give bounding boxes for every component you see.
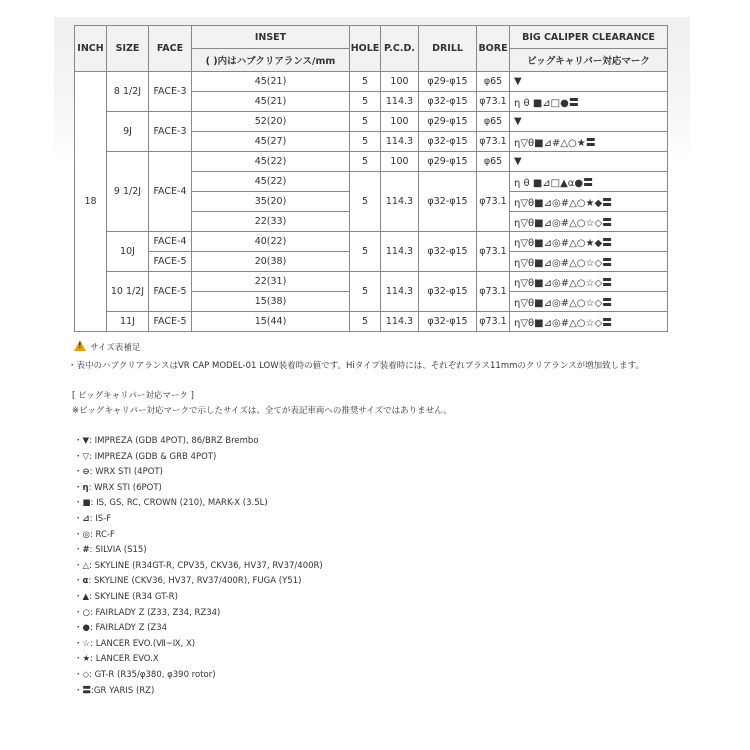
- legend-symbol: ●: [82, 623, 90, 634]
- wheel-size-table: [74, 25, 668, 332]
- cell-inset: 15(44): [192, 312, 350, 332]
- cell-bore: φ73.1: [477, 172, 510, 232]
- legend-text: SKYLINE (R34GT-R, CPV35, CKV36, HV37, RV37/400R): [94, 560, 323, 571]
- cell-inset: 22(33): [192, 212, 350, 232]
- header-caliper: BIG CALIPER CLEARANCE: [510, 26, 668, 49]
- legend-item: ・★: LANCER EVO.Ⅹ: [74, 654, 159, 665]
- size-supplement-heading: [74, 340, 140, 353]
- legend-item: ・#: SILVIA (S15): [74, 545, 147, 556]
- cell-pcd: 114.3: [381, 132, 419, 152]
- cell-hole: 5: [350, 152, 381, 172]
- header-hole: HOLE: [350, 26, 381, 72]
- cell-face: FACE-5: [149, 312, 192, 332]
- cell-bore: φ73.1: [477, 312, 510, 332]
- cell-caliper-marks: ▼: [510, 152, 668, 172]
- legend-text: IS, GS, RC, CROWN (210), MARK-X (3.5L): [96, 498, 268, 509]
- cell-face: FACE-3: [149, 112, 192, 152]
- legend-text: IMPREZA (GDB 4POT), 86/BRZ Brembo: [94, 436, 259, 446]
- warning-title: サイズ表補足: [90, 343, 141, 353]
- legend-item: ・⊿: IS-F: [74, 514, 112, 524]
- cell-caliper-marks: η▽θ■⊿#△○★〓: [510, 132, 668, 152]
- legend-text: GR YARIS (RZ): [93, 685, 155, 696]
- legend-text: LANCER EVO.Ⅹ: [95, 654, 159, 665]
- cell-inset: 45(21): [192, 72, 350, 92]
- cell-face: FACE-4: [149, 152, 192, 232]
- cell-caliper-marks: η▽θ■⊿◎#△○☆◇〓: [510, 252, 668, 272]
- cell-inset: 15(38): [192, 292, 350, 312]
- header-caliper-sub: ビッグキャリパー対応マーク: [510, 49, 668, 72]
- cell-drill: φ32-φ15: [419, 132, 477, 152]
- cell-drill: φ32-φ15: [419, 232, 477, 272]
- legend-item: ・▲: SKYLINE (R34 GT-R): [74, 592, 178, 602]
- legend-symbol: η: [82, 482, 89, 493]
- legend-text: WRX STI (4POT): [95, 467, 163, 478]
- header-drill: DRILL: [419, 26, 477, 72]
- header-face: FACE: [149, 26, 192, 72]
- cell-pcd: 114.3: [381, 312, 419, 332]
- cell-caliper-marks: η▽θ■⊿◎#△○☆◇〓: [510, 212, 668, 232]
- cell-pcd: 114.3: [381, 272, 419, 312]
- hub-clearance-note: ・表中のハブクリアランスはVR CAP MODEL-01 LOW装着時の値です。Hiタイプ装着時には、それぞれプラス11mmのクリアランスが増加致します。: [68, 361, 644, 371]
- cell-hole: 5: [350, 112, 381, 132]
- legend-text: FAIRLADY Z (Z33, Z34, RZ34): [95, 607, 221, 618]
- cell-pcd: 100: [381, 112, 419, 132]
- cell-drill: φ32-φ15: [419, 312, 477, 332]
- legend-item: ・α: SKYLINE (CKV36, HV37, RV37/400R), FUGA (Y51): [74, 576, 302, 587]
- table-row: [75, 112, 668, 132]
- legend-item: ・◎: RC-F: [74, 529, 115, 540]
- legend-symbol: ◎: [82, 529, 90, 540]
- legend-symbol: ★: [82, 654, 91, 665]
- cell-bore: φ65: [477, 112, 510, 132]
- caliper-mark-note: ※ビッグキャリパー対応マークで示したサイズは、全てが表記車両への推奨サイズではありません。: [72, 406, 452, 416]
- legend-item: ・▼: IMPREZA (GDB 4POT), 86/BRZ Brembo: [74, 436, 259, 446]
- cell-inset: 52(20): [192, 112, 350, 132]
- cell-size: 10J: [107, 232, 149, 272]
- legend-symbol: 〓: [82, 685, 92, 696]
- legend-item: ・η: WRX STI (6POT): [74, 482, 162, 493]
- legend-item: ・◇: GT-R (R35/φ380, φ390 rotor): [74, 670, 216, 680]
- cell-bore: φ65: [477, 152, 510, 172]
- legend-symbol: ○: [82, 607, 90, 618]
- cell-drill: φ32-φ15: [419, 272, 477, 312]
- legend-text: SKYLINE (R34 GT-R): [94, 592, 178, 602]
- legend-text: SILVIA (S15): [95, 545, 147, 556]
- cell-bore: φ73.1: [477, 272, 510, 312]
- cell-caliper-marks: ▼: [510, 112, 668, 132]
- cell-bore: φ73.1: [477, 92, 510, 112]
- cell-inset: 45(21): [192, 92, 350, 112]
- legend-item: ・●: FAIRLADY Z (Z34: [74, 623, 168, 634]
- cell-caliper-marks: η▽θ■⊿◎#△○★◆〓: [510, 192, 668, 212]
- cell-inset: 45(27): [192, 132, 350, 152]
- legend-item: ・〓:GR YARIS (RZ): [74, 685, 155, 696]
- cell-inset: 35(20): [192, 192, 350, 212]
- cell-caliper-marks: η▽θ■⊿◎#△○★◆〓: [510, 232, 668, 252]
- cell-hole: 5: [350, 312, 381, 332]
- legend-symbol: ⊖: [82, 467, 90, 478]
- legend-symbol: α: [82, 576, 89, 587]
- cell-hole: 5: [350, 132, 381, 152]
- legend-text: IS-F: [95, 514, 112, 524]
- cell-hole: 5: [350, 272, 381, 312]
- cell-caliper-marks: η▽θ■⊿◎#△○☆◇〓: [510, 292, 668, 312]
- legend-item: ・△: SKYLINE (R34GT-R, CPV35, CKV36, HV37, RV37/400R): [74, 560, 323, 571]
- cell-caliper-marks: η θ ■⊿□●〓: [510, 92, 668, 112]
- header-inch: INCH: [75, 26, 107, 72]
- legend-text: GT-R (R35/φ380, φ390 rotor): [94, 670, 216, 680]
- legend-item: ・☆: LANCER EVO.(Ⅶ~Ⅸ, Ⅹ): [74, 638, 196, 649]
- table-row: [75, 152, 668, 172]
- header-size: SIZE: [107, 26, 149, 72]
- legend-symbol: #: [82, 545, 90, 556]
- cell-drill: φ32-φ15: [419, 172, 477, 232]
- cell-inset: 40(22): [192, 232, 350, 252]
- cell-size: 9J: [107, 112, 149, 152]
- header-inset: INSET: [192, 26, 350, 49]
- cell-caliper-marks: η▽θ■⊿◎#△○☆◇〓: [510, 272, 668, 292]
- cell-inset: 22(31): [192, 272, 350, 292]
- cell-size: 11J: [107, 312, 149, 332]
- cell-pcd: 114.3: [381, 232, 419, 272]
- legend-symbol: ▽: [82, 451, 90, 462]
- legend-text: RC-F: [95, 529, 115, 540]
- cell-face: FACE-3: [149, 72, 192, 112]
- legend-symbol: ☆: [82, 638, 91, 649]
- cell-face: FACE-4: [149, 232, 192, 252]
- cell-size: 10 1/2J: [107, 272, 149, 312]
- legend-item: ・○: FAIRLADY Z (Z33, Z34, RZ34): [74, 607, 221, 618]
- legend-symbol: ▲: [82, 592, 90, 602]
- table-row: [75, 312, 668, 332]
- cell-drill: φ29-φ15: [419, 152, 477, 172]
- cell-bore: φ73.1: [477, 132, 510, 152]
- header-inset-sub: ( )内はハブクリアランス/mm: [192, 49, 350, 72]
- cell-hole: 5: [350, 92, 381, 112]
- legend-symbol: ⊿: [82, 514, 90, 524]
- cell-caliper-marks: η θ ■⊿□▲α●〓: [510, 172, 668, 192]
- legend-text: FAIRLADY Z (Z34: [95, 623, 168, 634]
- cell-inset: 45(22): [192, 152, 350, 172]
- table-row: [75, 272, 668, 292]
- legend-symbol: ◇: [82, 670, 90, 680]
- cell-inset: 45(22): [192, 172, 350, 192]
- cell-bore: φ65: [477, 72, 510, 92]
- cell-hole: 5: [350, 232, 381, 272]
- legend-item: ・⊖: WRX STI (4POT): [74, 467, 163, 478]
- legend-item: ・■: IS, GS, RC, CROWN (210), MARK-X (3.5L): [74, 498, 268, 509]
- cell-face: FACE-5: [149, 252, 192, 272]
- cell-pcd: 114.3: [381, 92, 419, 112]
- cell-bore: φ73.1: [477, 232, 510, 272]
- cell-drill: φ32-φ15: [419, 92, 477, 112]
- cell-pcd: 100: [381, 72, 419, 92]
- table-row: [75, 72, 668, 92]
- cell-pcd: 114.3: [381, 172, 419, 232]
- cell-caliper-marks: ▼: [510, 72, 668, 92]
- cell-hole: 5: [350, 172, 381, 232]
- cell-face: FACE-5: [149, 272, 192, 312]
- legend-text: IMPREZA (GDB & GRB 4POT): [94, 451, 217, 462]
- cell-inch: 18: [75, 72, 107, 332]
- cell-caliper-marks: η▽θ■⊿◎#△○☆◇〓: [510, 312, 668, 332]
- cell-hole: 5: [350, 72, 381, 92]
- cell-pcd: 100: [381, 152, 419, 172]
- legend-symbol: ▼: [82, 436, 90, 446]
- header-pcd: P.C.D.: [381, 26, 419, 72]
- header-bore: BORE: [477, 26, 510, 72]
- legend-item: ・▽: IMPREZA (GDB & GRB 4POT): [74, 451, 217, 462]
- cell-drill: φ29-φ15: [419, 72, 477, 92]
- warning-icon: [74, 340, 86, 351]
- legend-text: LANCER EVO.(Ⅶ~Ⅸ, Ⅹ): [95, 638, 196, 649]
- cell-size: 8 1/2J: [107, 72, 149, 112]
- cell-drill: φ29-φ15: [419, 112, 477, 132]
- cell-size: 9 1/2J: [107, 152, 149, 232]
- table-row: [75, 232, 668, 252]
- legend-text: WRX STI (6POT): [94, 482, 162, 493]
- legend-symbol: ■: [82, 498, 91, 509]
- caliper-mark-heading: [ ビッグキャリパー対応マーク ]: [72, 391, 194, 401]
- legend-symbol: △: [82, 560, 90, 571]
- legend-text: SKYLINE (CKV36, HV37, RV37/400R), FUGA (Y51): [93, 576, 302, 587]
- cell-inset: 20(38): [192, 252, 350, 272]
